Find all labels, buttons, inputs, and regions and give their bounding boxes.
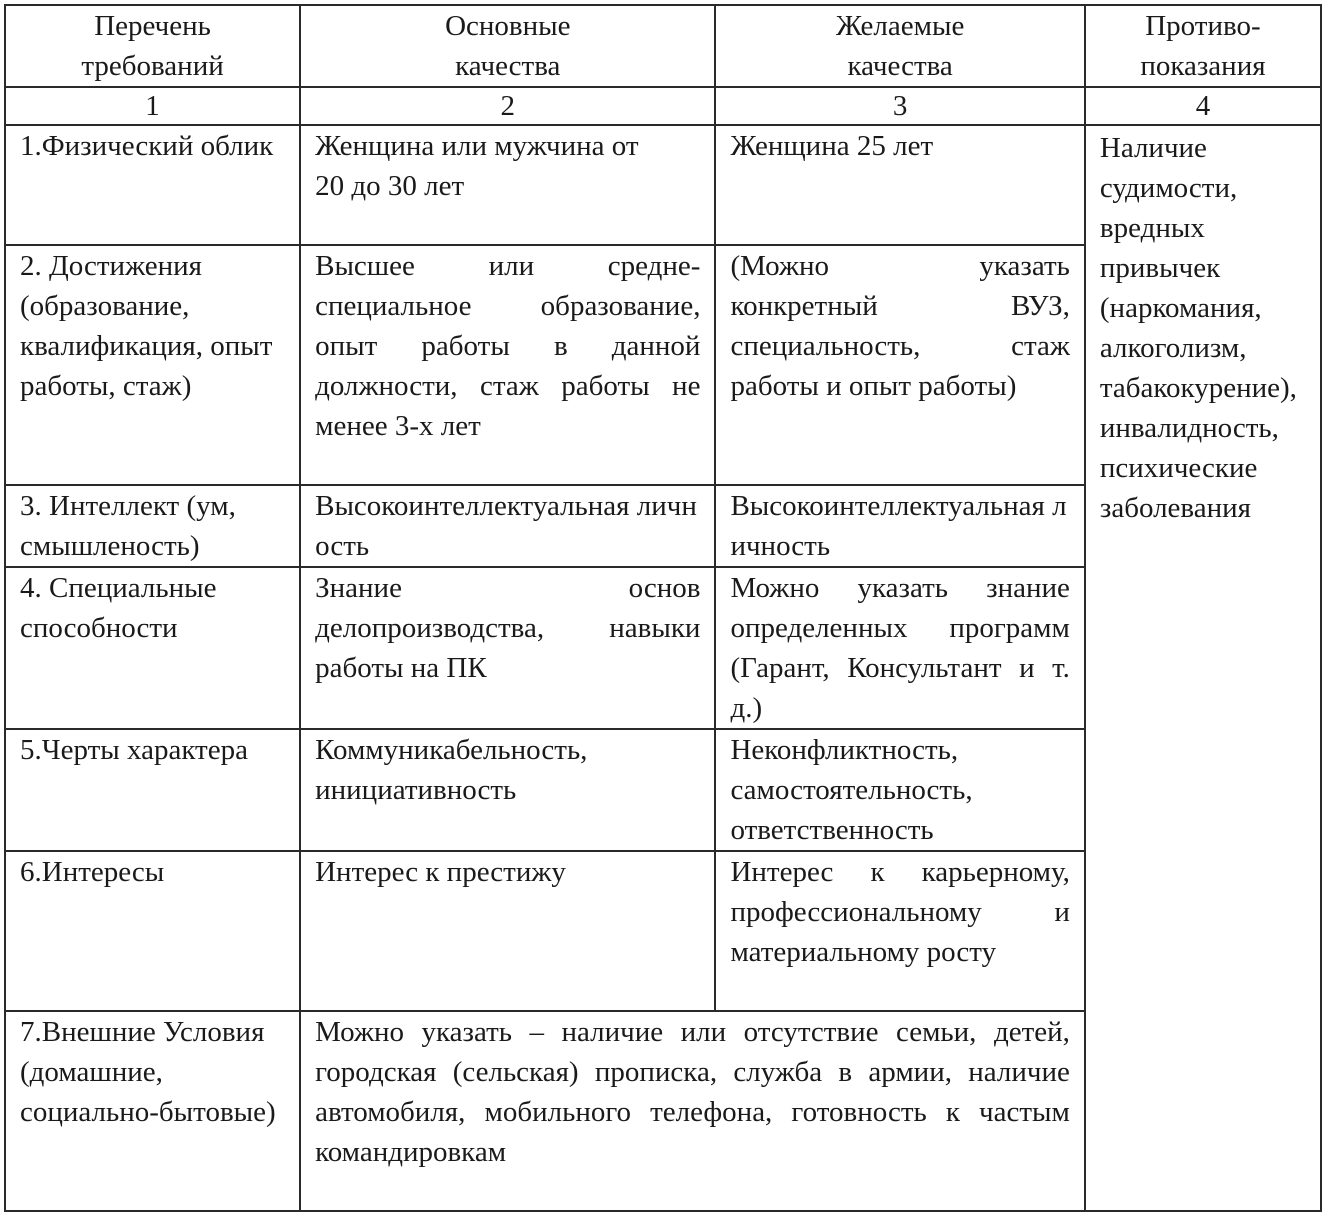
desired-quality-cell: Женщина 25 лет xyxy=(715,125,1084,245)
header-desired-line1: Желаемые xyxy=(836,10,965,42)
requirement-cell: 4. Специальные способности xyxy=(5,567,300,729)
contraindications-cell: Наличие судимости, вредных привычек (наркомания, алкоголизм, табакокурение), инвалидность, психические заболевания xyxy=(1085,125,1321,1211)
requirement-cell: 1.Физический облик xyxy=(5,125,300,245)
requirement-cell: 3. Интеллект (ум, смышленость) xyxy=(5,485,300,567)
header-desired-qualities xyxy=(715,5,1084,87)
requirement-cell: 5.Черты характера xyxy=(5,729,300,851)
basic-quality-cell: Женщина или мужчина от 20 до 30 лет xyxy=(300,125,715,245)
basic-quality-cell: Высшее или средне-специальное образование, опыт работы в данной должности, стаж работы не менее 3-х лет xyxy=(300,245,715,485)
desired-quality-cell: Можно указать знание определенных программ (Гарант, Консультант и т. д.) xyxy=(715,567,1084,729)
requirement-cell: 7.Внешние Условия (домашние, социально-бытовые) xyxy=(5,1011,300,1211)
header-requirements-line1: Перечень xyxy=(94,10,211,42)
basic-quality-cell: Высокоинтеллектуальная личность xyxy=(300,485,715,567)
column-number-1: 1 xyxy=(5,87,300,125)
column-number-row xyxy=(5,87,1321,125)
header-basic-line2: качества xyxy=(455,50,561,82)
header-contra-line2: показания xyxy=(1140,50,1266,82)
desired-quality-cell: Высокоинтеллектуальная личность xyxy=(715,485,1084,567)
header-contra-line1: Противо- xyxy=(1145,10,1261,42)
header-basic-qualities xyxy=(300,5,715,87)
merged-quality-cell: Можно указать – наличие или отсутствие семьи, детей, городская (сельская) прописка, служба в армии, наличие автомобиля, мобильного телефона, готовность к частым командировкам xyxy=(300,1011,1085,1211)
header-requirements-line2: требований xyxy=(81,50,224,82)
column-number-3: 3 xyxy=(715,87,1084,125)
column-number-2: 2 xyxy=(300,87,715,125)
header-contraindications xyxy=(1085,5,1321,87)
column-number-4: 4 xyxy=(1085,87,1321,125)
requirement-cell: 2. Достижения (образование, квалификация, опыт работы, стаж) xyxy=(5,245,300,485)
desired-quality-cell: Интерес к карьерному, профессиональному и материальному росту xyxy=(715,851,1084,1011)
basic-quality-cell: Коммуникабельность, инициативность xyxy=(300,729,715,851)
header-desired-line2: качества xyxy=(847,50,953,82)
requirement-cell: 6.Интересы xyxy=(5,851,300,1011)
requirements-table xyxy=(4,4,1322,1212)
header-row xyxy=(5,5,1321,87)
basic-quality-cell: Интерес к престижу xyxy=(300,851,715,1011)
header-basic-line1: Основные xyxy=(445,10,571,42)
basic-quality-cell: Знание основ делопроизводства, навыки работы на ПК xyxy=(300,567,715,729)
desired-quality-cell: Неконфликтность, самостоятельность, ответственность xyxy=(715,729,1084,851)
header-requirements xyxy=(5,5,300,87)
table-row xyxy=(5,125,1321,245)
desired-quality-cell: (Можно указать конкретный ВУЗ, специальность, стаж работы и опыт работы) xyxy=(715,245,1084,485)
